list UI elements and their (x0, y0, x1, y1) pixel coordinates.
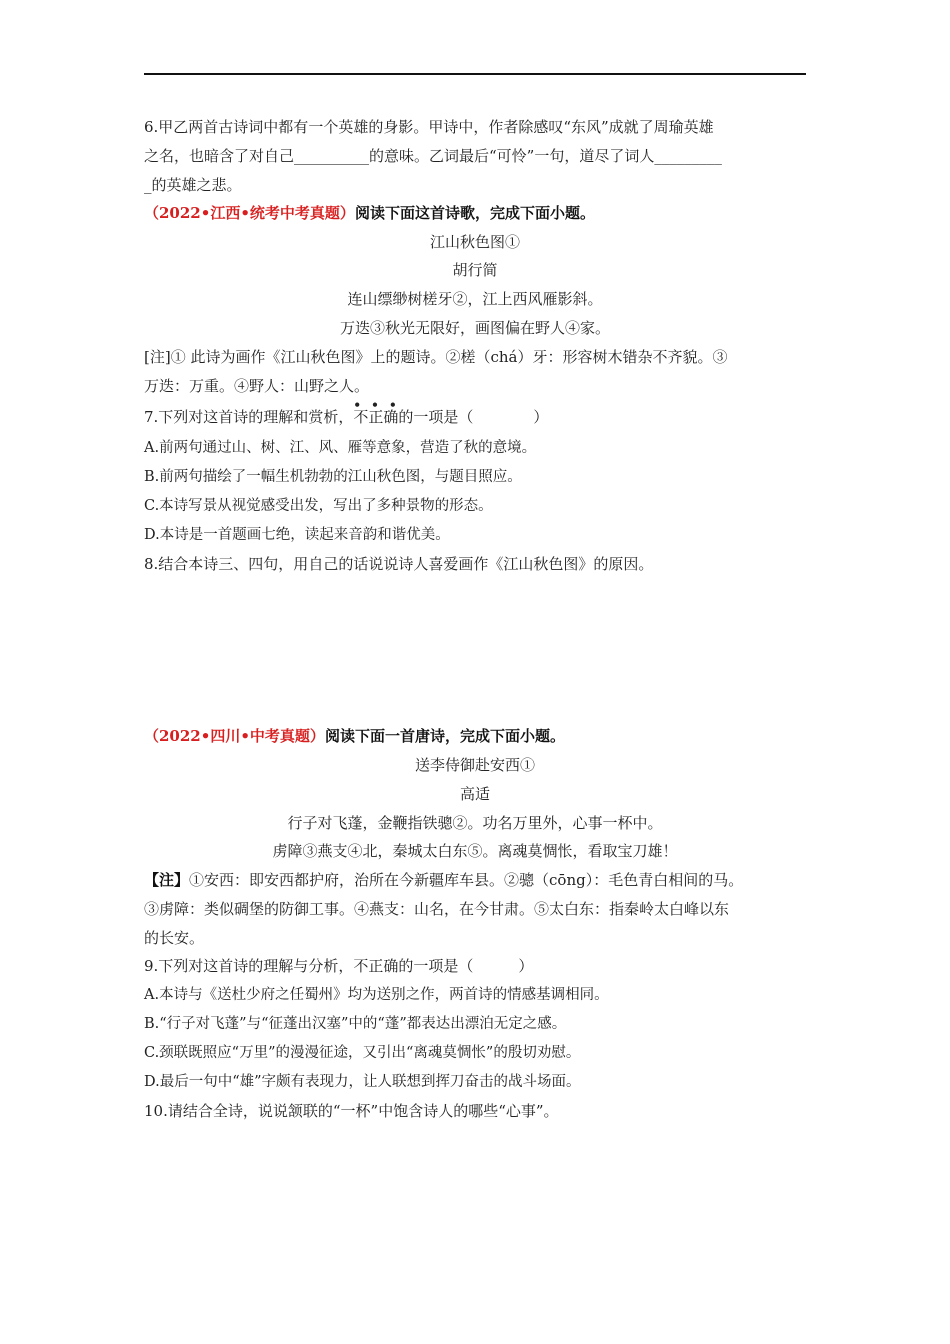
poem2-title: 送李侍御赴安西① (414, 756, 535, 774)
poem2-verse-1: 行子对飞蓬，金鞭指铁骢②。功名万里外，心事一杯中。 (287, 814, 663, 832)
q7-suffix: 的一项是（ ） (398, 408, 549, 426)
poem2-author: 高适 (459, 785, 490, 803)
q7-option-c: C.本诗写景从视觉感受出发，写出了多种景物的形态。 (144, 498, 493, 514)
q7-emphasis-dots: • • • (353, 398, 400, 412)
section1-source: （2022•江西•统考中考真题） (144, 204, 355, 222)
q6-line-2: 之名，也暗含了对自己__________的意味。乙词最后“可怜”一句，道尽了词人_________ (144, 147, 722, 165)
poem2-verse-2: 虏障③燕支④北，秦城太白东⑤。离魂莫惆怅，看取宝刀雄！ (272, 842, 678, 860)
poem1-title: 江山秋色图① (429, 233, 520, 251)
poem1-note-1: [注]① 此诗为画作《江山秋色图》上的题诗。②槎（chá）牙：形容树木错杂不齐貌。③ (144, 348, 728, 366)
q6-line-1: 6.甲乙两首古诗词中都有一个英雄的身影。甲诗中，作者除感叹“东风”成就了周瑜英雄 (144, 118, 714, 136)
q6-line-3: _的英雄之悲。 (144, 176, 242, 194)
section1-instruction: 阅读下面这首诗歌，完成下面小题。 (354, 204, 595, 222)
poem1-author: 胡行简 (452, 261, 498, 279)
section2-heading (144, 726, 565, 746)
q9-option-b: B.“行子对飞蓬”与“征蓬出汉塞”中的“蓬”都表达出漂泊无定之感。 (144, 1016, 567, 1032)
q7-stem (144, 398, 549, 427)
q9-option-a: A.本诗与《送杜少府之任蜀州》均为送别之作，两首诗的情感基调相同。 (144, 987, 609, 1003)
section1-heading (144, 203, 595, 223)
q10-stem: 10.请结合全诗，说说颔联的“一杯”中饱含诗人的哪些“心事”。 (144, 1102, 559, 1120)
poem2-note-2: ③虏障：类似碉堡的防御工事。④燕支：山名，在今甘肃。⑤太白东：指秦岭太白峰以东 (144, 900, 730, 918)
poem1-note-2: 万迭：万重。④野人：山野之人。 (144, 377, 370, 395)
q9-stem: 9.下列对这首诗的理解与分析，不正确的一项是（ ） (144, 957, 534, 975)
poem2-note-3: 的长安。 (144, 929, 205, 947)
poem1-verse-2: 万迭③秋光无限好，画图偏在野人④家。 (339, 319, 610, 337)
q9-option-d: D.最后一句中“雄”字颇有表现力，让人联想到挥刀奋击的战斗场面。 (144, 1074, 581, 1090)
poem2-note-1-text: ①安西：即安西都护府，治所在今新疆库车县。②骢（cōng）：毛色青白相间的马。 (189, 871, 744, 889)
poem1-verse-1: 连山缥缈树槎牙②，江上西风雁影斜。 (347, 290, 603, 308)
q7-option-d: D.本诗是一首题画七绝，读起来音韵和谐优美。 (144, 527, 450, 543)
q7-option-b: B.前两句描绘了一幅生机勃勃的江山秋色图，与题目照应。 (144, 469, 522, 485)
q7-prefix: 7.下列对这首诗的理解和赏析， (144, 408, 354, 426)
poem2-note-1 (144, 870, 743, 890)
section2-source: （2022•四川•中考真题） (144, 727, 325, 745)
poem2-note-label: 【注】 (144, 871, 190, 889)
q7-emphasis (353, 398, 400, 427)
q8-stem: 8.结合本诗三、四句，用自己的话说说诗人喜爱画作《江山秋色图》的原因。 (144, 555, 654, 573)
q9-option-c: C.颈联既照应“万里”的漫漫征途，又引出“离魂莫惆怅”的殷切劝慰。 (144, 1045, 581, 1061)
section2-instruction: 阅读下面一首唐诗，完成下面小题。 (324, 727, 565, 745)
q7-option-a: A.前两句通过山、树、江、风、雁等意象，营造了秋的意境。 (144, 440, 537, 456)
header-rule (144, 73, 806, 75)
q7-emphasis-text: 不正确 (353, 408, 399, 426)
